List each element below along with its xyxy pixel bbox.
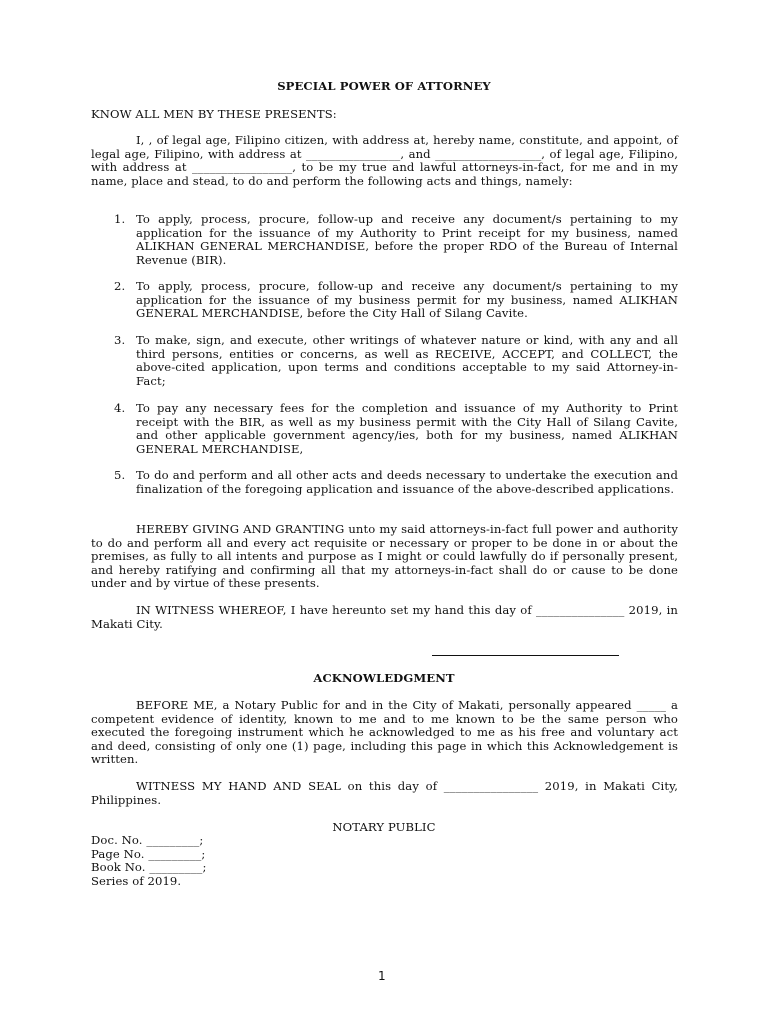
list-item: [114, 469, 678, 496]
list-item: [114, 402, 678, 456]
page-number-line: Page No. _________;: [91, 846, 206, 861]
acknowledgment-paragraph: BEFORE ME, a Notary Public for and in the City of Makati, personally appeared _____ a competent evidence of identity, known to me and to me known to be the same person who executed the foregoing instrument which he acknowledged to me as his free and voluntary act and deed, consisting of only one (1) page, including this page in which this Acknowledgement is written.: [91, 698, 678, 767]
list-item-number: 5.: [114, 468, 126, 482]
signature-line: [432, 655, 619, 656]
list-item-text: To apply, process, procure, follow-up and receive any document/s pertaining to my application for the issuance of my business permit for my business, named ALIKHAN GENERAL MERCHANDISE, before the City Hall of Silang Cavite.: [136, 279, 678, 321]
book-number-line: Book No. _________;: [91, 860, 207, 875]
witness-paragraph: IN WITNESS WHEREOF, I have hereunto set my hand this day of _______________ 2019, in Makati City.: [91, 603, 678, 631]
list-item-number: 1.: [114, 212, 126, 226]
list-item-text: To make, sign, and execute, other writings of whatever nature or kind, with any and all third persons, entities or concerns, as well as RECEIVE, ACCEPT, and COLLECT, the above-cited application, upon terms and conditions acceptable to my said Attorney-in-Fact;: [136, 333, 678, 388]
series-line: Series of 2019.: [91, 873, 182, 888]
list-item: [114, 213, 678, 267]
granting-paragraph: HEREBY GIVING AND GRANTING unto my said attorneys-in-fact full power and authority to do and perform all and every act requisite or necessary or proper to be done in or about the premises, as fully to all intents and purpose as I might or could lawfully do if personally present, and hereby ratifying and confirming all that my attorneys-in-fact shall do or cause to be done under and by virtue of these presents.: [91, 522, 678, 591]
doc-number-line: Doc. No. _________;: [91, 833, 204, 847]
list-item: [114, 280, 678, 321]
witness-seal-paragraph: WITNESS MY HAND AND SEAL on this day of ________________ 2019, in Makati City, Philippines.: [91, 779, 678, 807]
appointment-paragraph: I, , of legal age, Filipino citizen, with address at, hereby name, constitute, and appoint, of legal age, Filipino, with address at ________________, and __________________, of legal age, Filipino, with address at _________________, to be my true and lawful attorneys-in-fact, for me and in my name, place and stead, to do and perform the following acts and things, namely:: [91, 133, 678, 188]
notary-public-label: NOTARY PUBLIC: [332, 820, 436, 834]
list-item-text: To apply, process, procure, follow-up and receive any document/s pertaining to my application for the issuance of my Authority to Print receipt for my business, named ALIKHAN GENERAL MERCHANDISE, before the proper RDO of the Bureau of Internal Revenue (BIR).: [136, 212, 678, 267]
list-item-text: To pay any necessary fees for the completion and issuance of my Authority to Print receipt with the BIR, as well as my business permit with the City Hall of Silang Cavite, and other applicable government agency/ies, both for my business, named ALIKHAN GENERAL MERCHANDISE,: [136, 401, 678, 456]
acknowledgment-title: ACKNOWLEDGMENT: [313, 671, 455, 685]
list-item: [114, 334, 678, 388]
document-title: SPECIAL POWER OF ATTORNEY: [277, 79, 491, 93]
list-item-number: 2.: [114, 279, 126, 293]
list-item-number: 4.: [114, 401, 126, 415]
notary-details: [91, 834, 206, 888]
list-item-text: To do and perform and all other acts and deeds necessary to undertake the execution and finalization of the foregoing application and issuance of the above-described applications.: [136, 468, 678, 496]
intro-line: KNOW ALL MEN BY THESE PRESENTS:: [91, 107, 337, 121]
list-item-number: 3.: [114, 333, 126, 347]
page-number: 1: [378, 969, 386, 983]
